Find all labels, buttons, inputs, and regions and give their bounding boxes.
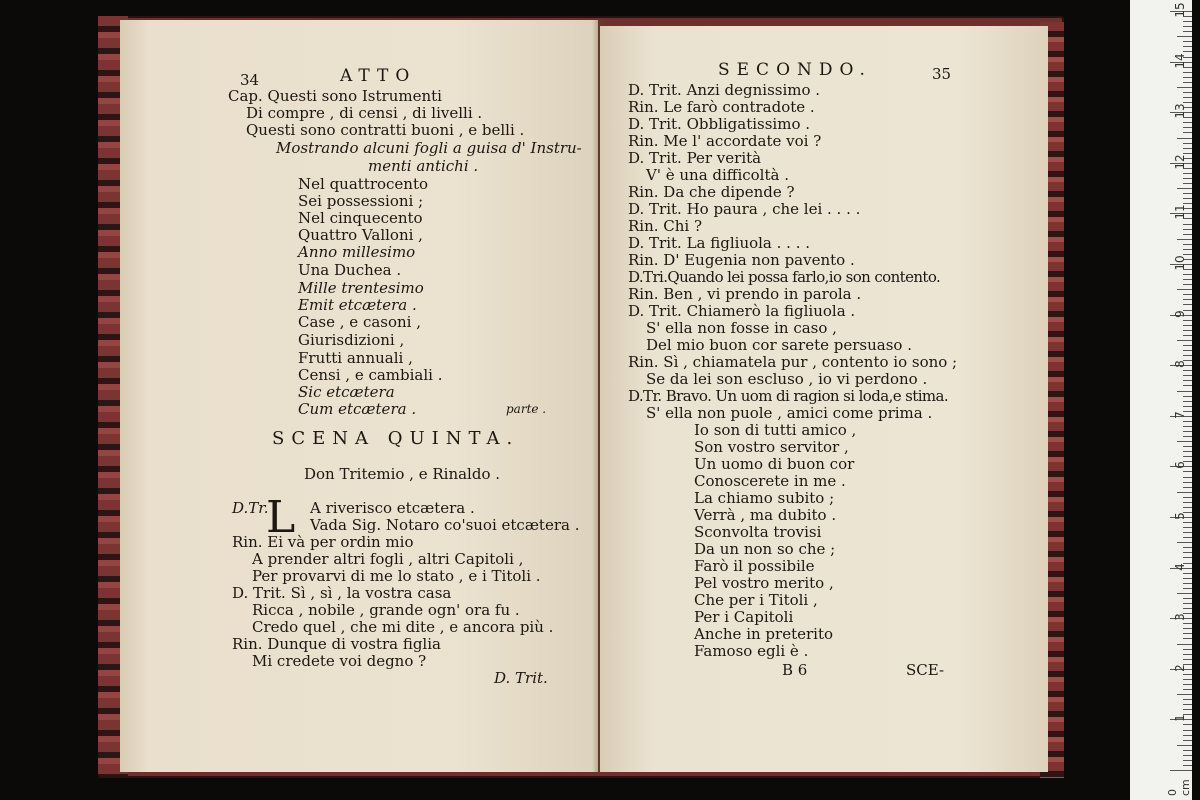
ruler-tick	[1183, 578, 1192, 579]
ruler-tick	[1177, 492, 1192, 493]
ruler-tick	[1183, 41, 1192, 42]
text-line: Che per i Titoli ,	[694, 591, 818, 609]
ruler-tick	[1183, 588, 1192, 589]
ruler-tick	[1183, 730, 1192, 731]
ruler-tick	[1183, 740, 1192, 741]
ruler-number: 13	[1173, 103, 1187, 119]
text-line: Verrà , ma dubito .	[694, 506, 837, 524]
ruler-tick	[1183, 396, 1192, 397]
ruler-tick	[1183, 26, 1192, 27]
text-line: Rin. Dunque di vostra figlia	[232, 635, 441, 653]
text-line: Di compre , di censi , di livelli .	[246, 104, 483, 122]
ruler-tick	[1183, 482, 1192, 483]
ruler-tick	[1177, 745, 1192, 746]
ruler-tick	[1177, 593, 1192, 594]
text-line: Cum etcætera .	[298, 400, 417, 418]
ruler-tick	[1183, 477, 1192, 478]
text-line: Anno millesimo	[298, 243, 416, 261]
ruler-tick	[1177, 441, 1192, 442]
text-line: Anche in preterito	[694, 625, 834, 643]
text-line: A prender altri fogli , altri Capitoli ,	[252, 550, 524, 568]
ruler-tick	[1177, 391, 1192, 392]
ruler-tick	[1183, 385, 1192, 386]
text-line: Pel vostro merito ,	[694, 574, 834, 592]
text-line: Case , e casoni ,	[298, 313, 422, 331]
text-line: Rin. Da che dipende ?	[628, 183, 795, 201]
ruler-tick	[1183, 638, 1192, 639]
text-line: Rin. Me l' accordate voi ?	[628, 132, 822, 150]
stage-direction: Mostrando alcuni fogli a guisa d' Instru-	[276, 139, 582, 157]
ruler-tick	[1183, 132, 1192, 133]
scene-title: SCENA QUINTA.	[272, 428, 520, 449]
ruler-tick	[1183, 279, 1192, 280]
ruler-tick	[1183, 198, 1192, 199]
ruler-tick	[1183, 375, 1192, 376]
catchword: SCE-	[906, 661, 945, 679]
ruler-tick	[1183, 689, 1192, 690]
ruler-number: 15	[1173, 2, 1187, 18]
left-running-head: ATTO	[340, 66, 417, 86]
ruler-tick	[1183, 183, 1192, 184]
ruler-tick	[1183, 97, 1192, 98]
text-line: Un uomo di buon cor	[694, 455, 855, 473]
ruler-number: 2	[1173, 663, 1187, 672]
ruler-tick	[1183, 77, 1192, 78]
ruler-tick	[1183, 679, 1192, 680]
ruler-tick	[1183, 755, 1192, 756]
ruler-tick	[1177, 694, 1192, 695]
ruler-tick	[1177, 87, 1192, 88]
text-line: Rin. Ei và per ordin mio	[232, 533, 414, 551]
text-line: Mille trentesimo	[298, 279, 424, 297]
ruler-tick	[1183, 527, 1192, 528]
ruler-tick	[1183, 350, 1192, 351]
ruler-tick	[1183, 294, 1192, 295]
ruler-tick	[1183, 598, 1192, 599]
ruler-tick	[1177, 289, 1192, 290]
ruler-tick	[1183, 299, 1192, 300]
ruler-number: 5	[1173, 512, 1187, 520]
ruler-tick	[1177, 340, 1192, 341]
ruler-tick	[1183, 229, 1192, 230]
ruler-tick	[1183, 173, 1192, 174]
ruler-tick	[1183, 82, 1192, 83]
ruler-tick	[1183, 330, 1192, 331]
text-line: Farò il possibile	[694, 557, 815, 575]
text-line: Nel cinquecento	[298, 209, 423, 227]
text-line: Del mio buon cor sarete persuaso .	[646, 336, 912, 354]
ruler-number: 11	[1173, 204, 1187, 221]
text-line: D.Tr. Bravo. Un uom di ragion si loda,e stima.	[628, 387, 949, 405]
ruler-tick	[1183, 234, 1192, 235]
right-page-number: 35	[932, 65, 952, 83]
text-line: Rin. Ben , vi prendo in parola .	[628, 285, 862, 303]
ruler-tick	[1183, 649, 1192, 650]
ruler-tick	[1183, 127, 1192, 128]
ruler-tick	[1183, 274, 1192, 275]
ruler-tick	[1183, 537, 1192, 538]
text-line: D. Trit. Obbligatissimo .	[628, 115, 811, 133]
text-line: Da un non so che ;	[694, 540, 836, 558]
text-line: Famoso egli è .	[694, 642, 809, 660]
ruler-tick	[1183, 178, 1192, 179]
ruler-number: 7	[1173, 410, 1187, 419]
text-line: Rin. Sì , chiamatela pur , contento io sono ;	[628, 353, 958, 371]
text-line: Censi , e cambiali .	[298, 366, 443, 384]
ruler-number: 1	[1173, 714, 1187, 723]
text-line: Sconvolta trovisi	[694, 523, 822, 541]
text-line: A riverisco etcætera .	[310, 499, 475, 517]
text-line: Se da lei son escluso , io vi perdono .	[646, 370, 928, 388]
ruler-tick	[1183, 760, 1192, 761]
ruler-tick	[1183, 284, 1192, 285]
ruler-number: 6	[1173, 461, 1187, 470]
ruler-number: 14	[1173, 52, 1187, 69]
text-line: Sic etcætera	[298, 383, 395, 401]
text-line: Son vostro servitor ,	[694, 438, 849, 456]
text-line: V' è una difficoltà .	[646, 166, 789, 184]
ruler-tick	[1183, 380, 1192, 381]
text-line: D. Trit. La figliuola . . . .	[628, 234, 811, 252]
ruler-tick	[1183, 735, 1192, 736]
speaker-label: D.Tr.	[232, 499, 269, 517]
drop-capital: L	[266, 492, 296, 543]
ruler-tick	[1183, 148, 1192, 149]
ruler-tick	[1183, 401, 1192, 402]
ruler-tick	[1183, 765, 1192, 766]
text-line: Rin. D' Eugenia non pavento .	[628, 251, 855, 269]
text-line: S' ella non puole , amici come prima .	[646, 404, 933, 422]
ruler-unit-label: 0 cm	[1166, 779, 1192, 796]
ruler-tick	[1183, 750, 1192, 751]
ruler-tick	[1183, 46, 1192, 47]
text-line: D.Tri.Quando lei possa farlo,io son contento.	[628, 268, 941, 286]
ruler-tick	[1183, 244, 1192, 245]
text-line: La chiamo subito ;	[694, 489, 835, 507]
ruler-tick	[1183, 249, 1192, 250]
ruler-tick	[1183, 446, 1192, 447]
ruler-tick	[1183, 628, 1192, 629]
signature-mark: B 6	[782, 661, 808, 679]
text-line: Ricca , nobile , grande ogn' ora fu .	[252, 601, 520, 619]
ruler-tick	[1183, 487, 1192, 488]
text-line: Credo quel , che mi dite , e ancora più .	[252, 618, 554, 636]
ruler-tick	[1183, 21, 1192, 22]
text-line: Cap. Questi sono Istrumenti	[228, 87, 442, 105]
ruler-tick	[1177, 239, 1192, 240]
ruler-tick	[1183, 345, 1192, 346]
text-line: D. Trit. Ho paura , che lei . . . .	[628, 200, 861, 218]
ruler-tick	[1177, 138, 1192, 139]
ruler-tick	[1183, 122, 1192, 123]
text-line: D. Trit. Per verità	[628, 149, 762, 167]
text-line: D. Trit. Sì , sì , la vostra casa	[232, 584, 452, 602]
catchword: D. Trit.	[494, 669, 548, 687]
stage-direction: menti antichi .	[368, 157, 479, 175]
text-line: Conoscerete in me .	[694, 472, 846, 490]
ruler-number: 12	[1173, 154, 1187, 170]
ruler-number: 4	[1173, 562, 1187, 571]
text-line: Una Duchea .	[298, 261, 402, 279]
ruler-tick	[1183, 684, 1192, 685]
stage-direction: parte .	[506, 402, 547, 416]
text-line: Emit etcætera .	[298, 296, 417, 314]
ruler-tick	[1183, 31, 1192, 32]
text-line: Io son di tutti amico ,	[694, 421, 857, 439]
text-line: Per i Capitoli	[694, 608, 794, 626]
ruler-number: 8	[1173, 360, 1187, 369]
measuring-ruler	[1130, 0, 1192, 800]
ruler-tick	[1177, 542, 1192, 543]
text-line: Questi sono contratti buoni , e belli .	[246, 121, 525, 139]
text-line: Per provarvi di me lo stato , e i Titoli .	[252, 567, 541, 585]
text-line: Giurisdizioni ,	[298, 331, 405, 349]
ruler-tick	[1183, 497, 1192, 498]
ruler-tick	[1183, 633, 1192, 634]
ruler-tick	[1183, 436, 1192, 437]
ruler-tick	[1177, 644, 1192, 645]
ruler-tick	[1177, 36, 1192, 37]
text-line: D. Trit. Anzi degnissimo .	[628, 81, 821, 99]
text-line: Sei possessioni ;	[298, 192, 424, 210]
ruler-tick	[1183, 502, 1192, 503]
ruler-tick	[1183, 552, 1192, 553]
left-page-number: 34	[240, 71, 260, 89]
ruler-tick	[1183, 451, 1192, 452]
ruler-tick	[1183, 193, 1192, 194]
ruler-tick	[1183, 603, 1192, 604]
ruler-tick	[1177, 188, 1192, 189]
ruler-tick	[1183, 532, 1192, 533]
ruler-tick	[1183, 335, 1192, 336]
text-line: Mi credete voi degno ?	[252, 652, 427, 670]
ruler-tick	[1183, 654, 1192, 655]
ruler-number: 3	[1173, 613, 1187, 622]
ruler-tick	[1183, 431, 1192, 432]
ruler-number: 10	[1173, 255, 1187, 271]
ruler-tick	[1183, 92, 1192, 93]
text-line: Frutti annuali ,	[298, 349, 413, 367]
ruler-tick	[1183, 426, 1192, 427]
ruler-tick	[1183, 704, 1192, 705]
ruler-tick	[1170, 770, 1192, 771]
text-line: Rin. Le farò contradote .	[628, 98, 815, 116]
text-line: Vada Sig. Notaro co'suoi etcætera .	[310, 516, 580, 534]
ruler-tick	[1183, 699, 1192, 700]
text-line: Quattro Valloni ,	[298, 226, 423, 244]
ruler-tick	[1183, 547, 1192, 548]
ruler-tick	[1183, 325, 1192, 326]
ruler-tick	[1183, 224, 1192, 225]
ruler-tick	[1183, 583, 1192, 584]
text-line: Nel quattrocento	[298, 175, 429, 193]
ruler-number: 9	[1173, 309, 1187, 318]
right-running-head: SECONDO.	[718, 60, 872, 80]
text-line: Rin. Chi ?	[628, 217, 703, 235]
text-line: S' ella non fosse in caso ,	[646, 319, 837, 337]
ruler-tick	[1183, 72, 1192, 73]
ruler-tick	[1183, 143, 1192, 144]
text-line: D. Trit. Chiamerò la figliuola .	[628, 302, 856, 320]
scene-characters: Don Tritemio , e Rinaldo .	[304, 465, 501, 483]
